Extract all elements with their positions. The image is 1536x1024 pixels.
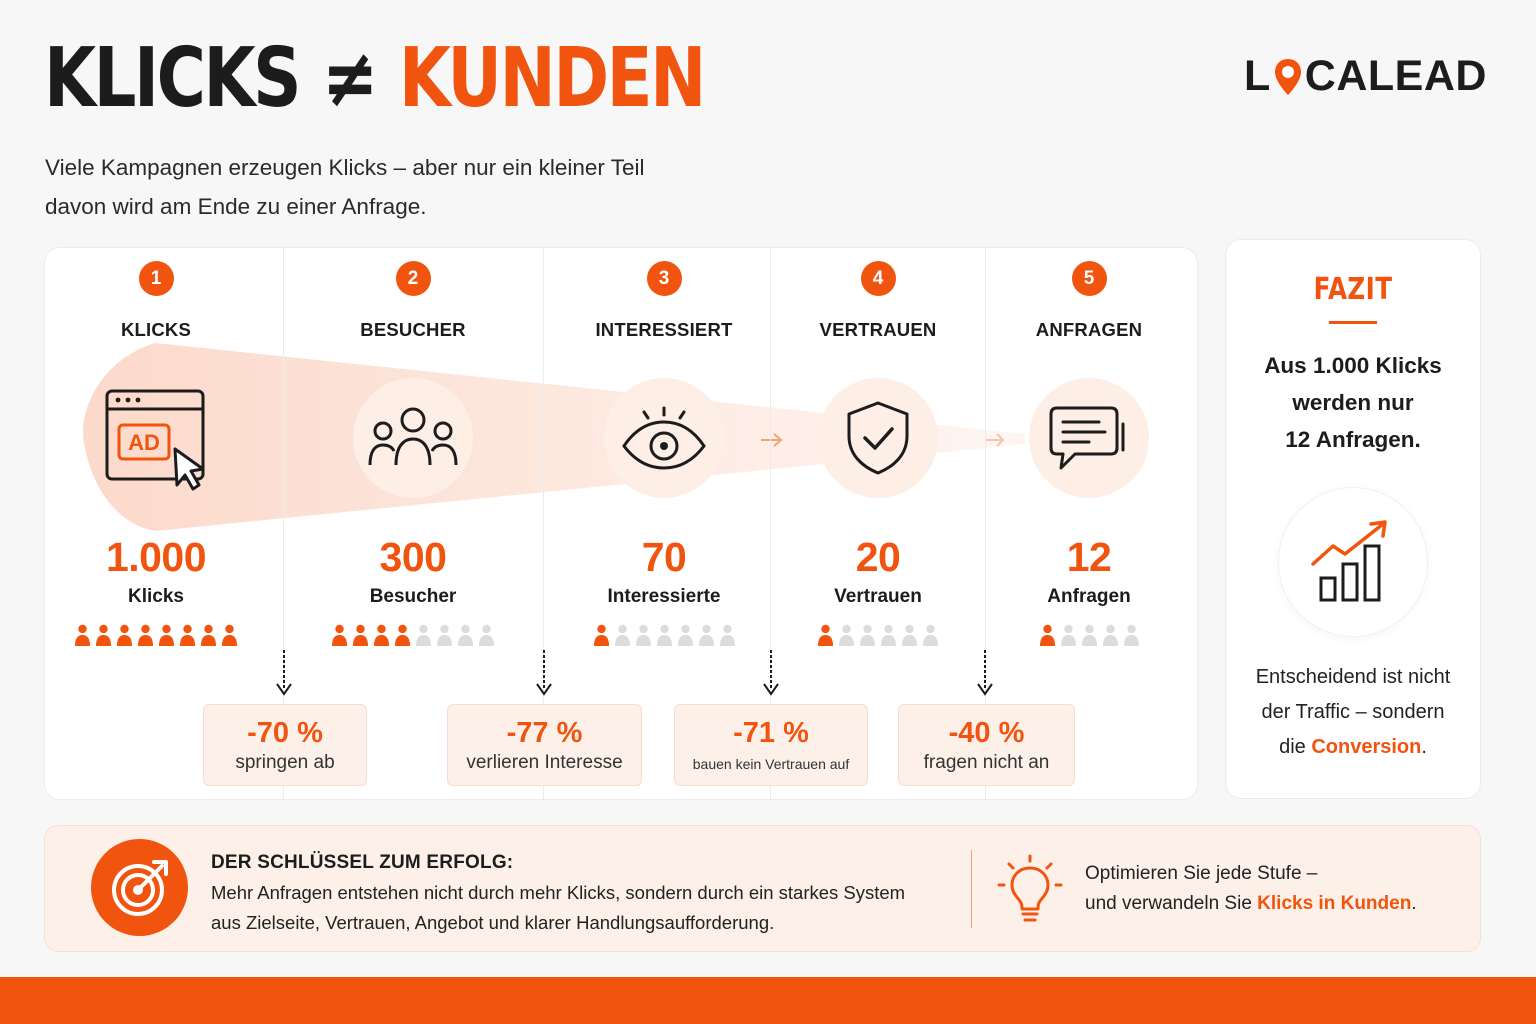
step-number-badge: 5 — [1072, 261, 1107, 296]
people-indicator — [313, 624, 513, 646]
fazit-conclusion-line: der Traffic – sondern — [1261, 701, 1445, 723]
person-empty-icon — [457, 624, 474, 646]
person-filled-icon — [200, 624, 217, 646]
drop-arrow-icon — [534, 650, 554, 698]
person-empty-icon — [1102, 624, 1119, 646]
step-value: 12 — [1066, 534, 1112, 580]
growth-chart-icon-graphic — [1311, 520, 1395, 604]
person-filled-icon — [352, 624, 369, 646]
conversion-highlight: Conversion — [1311, 736, 1422, 758]
step-label: BESUCHER — [360, 319, 466, 340]
people-indicator — [778, 624, 978, 646]
drop-text: verlieren Interesse — [466, 752, 623, 773]
person-filled-icon — [817, 624, 834, 646]
people-indicator — [989, 624, 1189, 646]
fazit-summary-line: werden nur — [1292, 390, 1414, 415]
fazit-summary-line: Aus 1.000 Klicks — [1264, 353, 1442, 378]
target-arrow-icon — [91, 839, 188, 936]
page-subtitle — [45, 148, 745, 226]
person-filled-icon — [221, 624, 238, 646]
funnel-step-interessiert — [564, 248, 764, 607]
shield-check-icon — [818, 378, 938, 498]
step-label: KLICKS — [120, 319, 192, 340]
drop-box-2 — [447, 704, 642, 786]
key-call-to-action — [1085, 859, 1485, 919]
drop-text: springen ab — [235, 752, 335, 773]
key-text-line: Mehr Anfragen entstehen nicht durch mehr Klicks, sondern durch ein starkes System — [211, 882, 906, 903]
drop-arrow-icon — [274, 650, 294, 698]
person-filled-icon — [116, 624, 133, 646]
drop-box-3 — [674, 704, 868, 786]
step-value: 300 — [379, 534, 447, 580]
step-label: INTERESSIERT — [595, 319, 733, 340]
fazit-card — [1225, 239, 1481, 799]
drop-text: fragen nicht an — [923, 752, 1050, 773]
person-filled-icon — [373, 624, 390, 646]
location-pin-icon — [1273, 57, 1303, 97]
step-unit: Besucher — [369, 586, 457, 607]
key-text-line: aus Zielseite, Vertrauen, Angebot und klarer Handlungsaufforderung. — [211, 912, 775, 933]
person-empty-icon — [436, 624, 453, 646]
people-group-icon-graphic — [366, 405, 460, 471]
funnel-step-vertrauen — [778, 248, 978, 607]
subtitle-line: Viele Kampagnen erzeugen Klicks – aber nur ein kleiner Teil — [45, 155, 645, 180]
cta-highlight: Klicks in Kunden — [1257, 893, 1412, 914]
person-empty-icon — [838, 624, 855, 646]
people-group-icon — [353, 378, 473, 498]
growth-chart-icon — [1279, 488, 1427, 636]
drop-box-1 — [203, 704, 367, 786]
person-empty-icon — [859, 624, 876, 646]
cta-prefix: und verwandeln Sie — [1085, 893, 1258, 914]
logo-text-right: CALEAD — [1304, 52, 1487, 100]
person-filled-icon — [179, 624, 196, 646]
logo-text-left: L — [1244, 52, 1271, 100]
step-label: ANFRAGEN — [1035, 319, 1143, 340]
bottom-accent-bar — [0, 977, 1536, 1024]
step-value: 1.000 — [105, 534, 207, 580]
step-number-badge: 2 — [396, 261, 431, 296]
person-empty-icon — [415, 624, 432, 646]
person-empty-icon — [656, 624, 673, 646]
cta-line — [1085, 889, 1485, 919]
target-arrow-icon-graphic — [108, 856, 172, 920]
person-empty-icon — [635, 624, 652, 646]
step-unit: Anfragen — [1047, 586, 1131, 607]
people-indicator — [564, 624, 764, 646]
eye-icon — [604, 378, 724, 498]
person-empty-icon — [901, 624, 918, 646]
drop-percent: -77 % — [506, 717, 583, 749]
person-filled-icon — [593, 624, 610, 646]
svg-text:AD: AD — [128, 430, 160, 455]
funnel-step-anfragen — [989, 248, 1189, 607]
drop-percent: -40 % — [948, 717, 1025, 749]
lightbulb-icon — [995, 854, 1065, 926]
funnel-card — [44, 247, 1198, 800]
fazit-divider — [1329, 321, 1377, 324]
eye-icon-graphic — [620, 406, 708, 470]
drop-box-4 — [898, 704, 1075, 786]
fazit-text-prefix: die — [1279, 736, 1312, 758]
fazit-conclusion-line — [1226, 730, 1480, 765]
key-to-success-box — [44, 825, 1481, 952]
person-filled-icon — [394, 624, 411, 646]
person-filled-icon — [1039, 624, 1056, 646]
step-unit: Klicks — [128, 586, 184, 607]
step-value: 20 — [855, 534, 901, 580]
step-unit: Vertrauen — [834, 586, 922, 607]
fazit-title: FAZIT — [1313, 272, 1393, 307]
person-empty-icon — [1123, 624, 1140, 646]
person-empty-icon — [880, 624, 897, 646]
brand-logo — [1244, 52, 1487, 101]
fazit-conclusion-line: Entscheidend ist nicht — [1255, 666, 1451, 688]
page-title — [44, 31, 704, 126]
title-kunden: KUNDEN — [398, 31, 704, 126]
person-empty-icon — [677, 624, 694, 646]
people-indicator — [56, 624, 256, 646]
fazit-text-suffix: . — [1421, 736, 1427, 758]
step-number-badge: 3 — [647, 261, 682, 296]
shield-check-icon-graphic — [845, 400, 911, 476]
key-text — [211, 878, 971, 938]
drop-arrow-icon — [761, 650, 781, 698]
fazit-summary-line: 12 Anfragen. — [1285, 427, 1421, 452]
person-empty-icon — [719, 624, 736, 646]
chat-bubble-icon — [1029, 378, 1149, 498]
cta-line: Optimieren Sie jede Stufe – — [1085, 863, 1318, 884]
drop-text: bauen kein Vertrauen auf — [692, 756, 850, 772]
person-empty-icon — [614, 624, 631, 646]
funnel-step-klicks — [56, 248, 256, 607]
key-divider — [971, 850, 972, 928]
fazit-conclusion — [1226, 660, 1480, 765]
title-klicks: KLICKS — [44, 31, 300, 126]
subtitle-line: davon wird am Ende zu einer Anfrage. — [45, 194, 427, 219]
person-empty-icon — [1081, 624, 1098, 646]
person-filled-icon — [137, 624, 154, 646]
key-title: DER SCHLÜSSEL ZUM ERFOLG: — [211, 852, 514, 873]
step-unit: Interessierte — [607, 586, 721, 607]
person-filled-icon — [158, 624, 175, 646]
drop-percent: -70 % — [247, 717, 323, 749]
drop-arrow-icon — [975, 650, 995, 698]
step-value: 70 — [641, 534, 687, 580]
person-empty-icon — [922, 624, 939, 646]
ad-click-icon-graphic — [103, 385, 209, 491]
drop-percent: -71 % — [733, 717, 809, 749]
person-empty-icon — [1060, 624, 1077, 646]
person-filled-icon — [331, 624, 348, 646]
person-empty-icon — [478, 624, 495, 646]
funnel-step-besucher — [313, 248, 513, 607]
person-empty-icon — [698, 624, 715, 646]
person-filled-icon — [95, 624, 112, 646]
step-label: VERTRAUEN — [819, 319, 937, 340]
chat-bubble-icon-graphic — [1049, 404, 1129, 472]
not-equal-sign: ≠ — [322, 31, 376, 126]
person-filled-icon — [74, 624, 91, 646]
step-number-badge: 1 — [139, 261, 174, 296]
ad-click-icon — [96, 378, 216, 498]
cta-suffix: . — [1411, 893, 1417, 914]
fazit-summary — [1226, 347, 1480, 458]
step-number-badge: 4 — [861, 261, 896, 296]
